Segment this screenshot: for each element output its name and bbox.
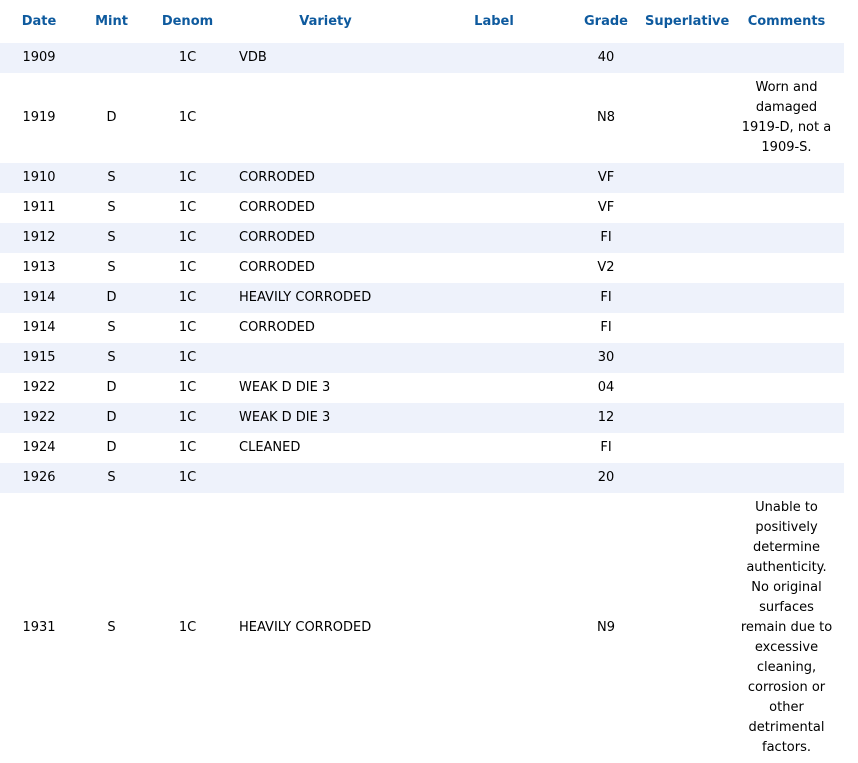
cell-comments [729,343,844,373]
cell-denom: 1C [178,380,197,395]
cell-comments [729,373,844,403]
cell-mint: S [107,470,116,485]
table-row [0,313,844,343]
cell-comments: Worn and damaged 1919-D, not a 1909-S. [741,80,832,155]
cell-superlative [645,493,729,763]
table-row [0,343,844,373]
cell-mint: D [106,110,117,125]
cell-label [421,73,567,163]
cell-grade: 20 [597,470,615,485]
cell-date: 1912 [22,230,56,245]
cell-label [421,163,567,193]
table-row [0,223,844,253]
cell-variety: VDB [239,50,267,65]
cell-variety: WEAK D DIE 3 [239,410,331,425]
table-row [0,163,844,193]
cell-date: 1910 [22,170,56,185]
cell-comments [729,43,844,73]
cell-denom: 1C [178,110,197,125]
cell-label [421,373,567,403]
column-header-comments: Comments [729,0,844,43]
cell-variety: HEAVILY CORRODED [239,290,372,305]
cell-label [421,343,567,373]
cell-mint: D [106,410,117,425]
cell-variety: CLEANED [239,440,301,455]
cell-label [421,43,567,73]
cell-grade: V2 [597,260,615,275]
column-header-variety: Variety [230,0,421,43]
cell-superlative [645,43,729,73]
table-row [0,463,844,493]
column-header-mint: Mint [78,0,145,43]
column-header-grade: Grade [567,0,645,43]
cell-variety: CORRODED [239,260,315,275]
table-row [0,403,844,433]
cell-grade: FI [600,230,612,245]
cell-label [421,193,567,223]
cell-superlative [645,193,729,223]
cell-grade: 40 [597,50,615,65]
cell-grade: 12 [597,410,615,425]
cell-denom: 1C [178,50,197,65]
cell-comments [729,463,844,493]
cell-denom: 1C [178,230,197,245]
cell-date: 1924 [22,440,56,455]
cell-mint: D [106,290,117,305]
cell-date: 1914 [22,320,56,335]
cell-grade: 04 [597,380,615,395]
cell-superlative [645,163,729,193]
cell-comments [729,403,844,433]
cell-grade: N8 [597,110,615,125]
column-header-denom: Denom [145,0,230,43]
cell-variety: CORRODED [239,170,315,185]
cell-variety: CORRODED [239,200,315,215]
cell-grade: 30 [597,350,615,365]
cell-superlative [645,433,729,463]
cell-superlative [645,313,729,343]
cell-denom: 1C [178,440,197,455]
cell-denom: 1C [178,350,197,365]
cell-mint: S [107,350,116,365]
cell-denom: 1C [178,620,197,635]
cell-superlative [645,73,729,163]
cell-comments [729,283,844,313]
cell-mint: D [106,440,117,455]
table-row [0,373,844,403]
cell-label [421,313,567,343]
cell-label [421,493,567,763]
cell-superlative [645,223,729,253]
cell-date: 1926 [22,470,56,485]
cell-date: 1922 [22,380,56,395]
cell-variety: WEAK D DIE 3 [239,380,331,395]
cell-variety: HEAVILY CORRODED [239,620,372,635]
cell-label [421,253,567,283]
cell-mint: S [107,230,116,245]
table-header-row [0,0,844,43]
cell-date: 1915 [22,350,56,365]
cell-date: 1922 [22,410,56,425]
cell-superlative [645,343,729,373]
cell-variety [230,343,421,373]
cell-comments: Unable to positively determine authenticity. No original surfaces remain due to excessive cleaning, corrosion or other detrimental factors. [740,500,833,755]
cell-superlative [645,373,729,403]
table-row [0,43,844,73]
cell-denom: 1C [178,260,197,275]
cell-date: 1919 [22,110,56,125]
cell-comments [729,433,844,463]
cell-mint: S [107,260,116,275]
cell-date: 1931 [22,620,56,635]
cell-superlative [645,463,729,493]
cell-variety [230,463,421,493]
cell-grade: FI [600,290,612,305]
cell-label [421,283,567,313]
cell-comments [729,253,844,283]
cell-superlative [645,283,729,313]
cell-mint: D [106,380,117,395]
cell-date: 1913 [22,260,56,275]
column-header-date: Date [0,0,78,43]
table-row [0,283,844,313]
cell-comments [729,193,844,223]
cell-date: 1911 [22,200,56,215]
cell-superlative [645,253,729,283]
cell-denom: 1C [178,470,197,485]
cell-mint: S [107,170,116,185]
cell-variety [230,73,421,163]
cell-grade: FI [600,440,612,455]
table-row [0,73,844,163]
cell-label [421,223,567,253]
cell-denom: 1C [178,320,197,335]
cell-grade: VF [597,170,615,185]
cell-denom: 1C [178,410,197,425]
cell-label [421,433,567,463]
cell-denom: 1C [178,170,197,185]
cell-variety: CORRODED [239,320,315,335]
column-header-superlative: Superlative [645,0,729,43]
table-row [0,253,844,283]
cell-grade: VF [597,200,615,215]
cell-mint: S [107,320,116,335]
cell-date: 1909 [22,50,56,65]
cell-grade: FI [600,320,612,335]
cell-label [421,463,567,493]
cell-mint: S [107,200,116,215]
cell-comments [729,223,844,253]
cell-date: 1914 [22,290,56,305]
cell-label [421,403,567,433]
cell-grade: N9 [597,620,615,635]
table-row [0,433,844,463]
table-row [0,193,844,223]
cell-variety: CORRODED [239,230,315,245]
cell-denom: 1C [178,290,197,305]
cell-mint: S [107,620,116,635]
cell-superlative [645,403,729,433]
cell-denom: 1C [178,200,197,215]
cell-comments [729,163,844,193]
column-header-label: Label [421,0,567,43]
cell-mint [78,43,145,73]
table-row [0,493,844,763]
table-body [0,43,844,763]
cell-comments [729,313,844,343]
